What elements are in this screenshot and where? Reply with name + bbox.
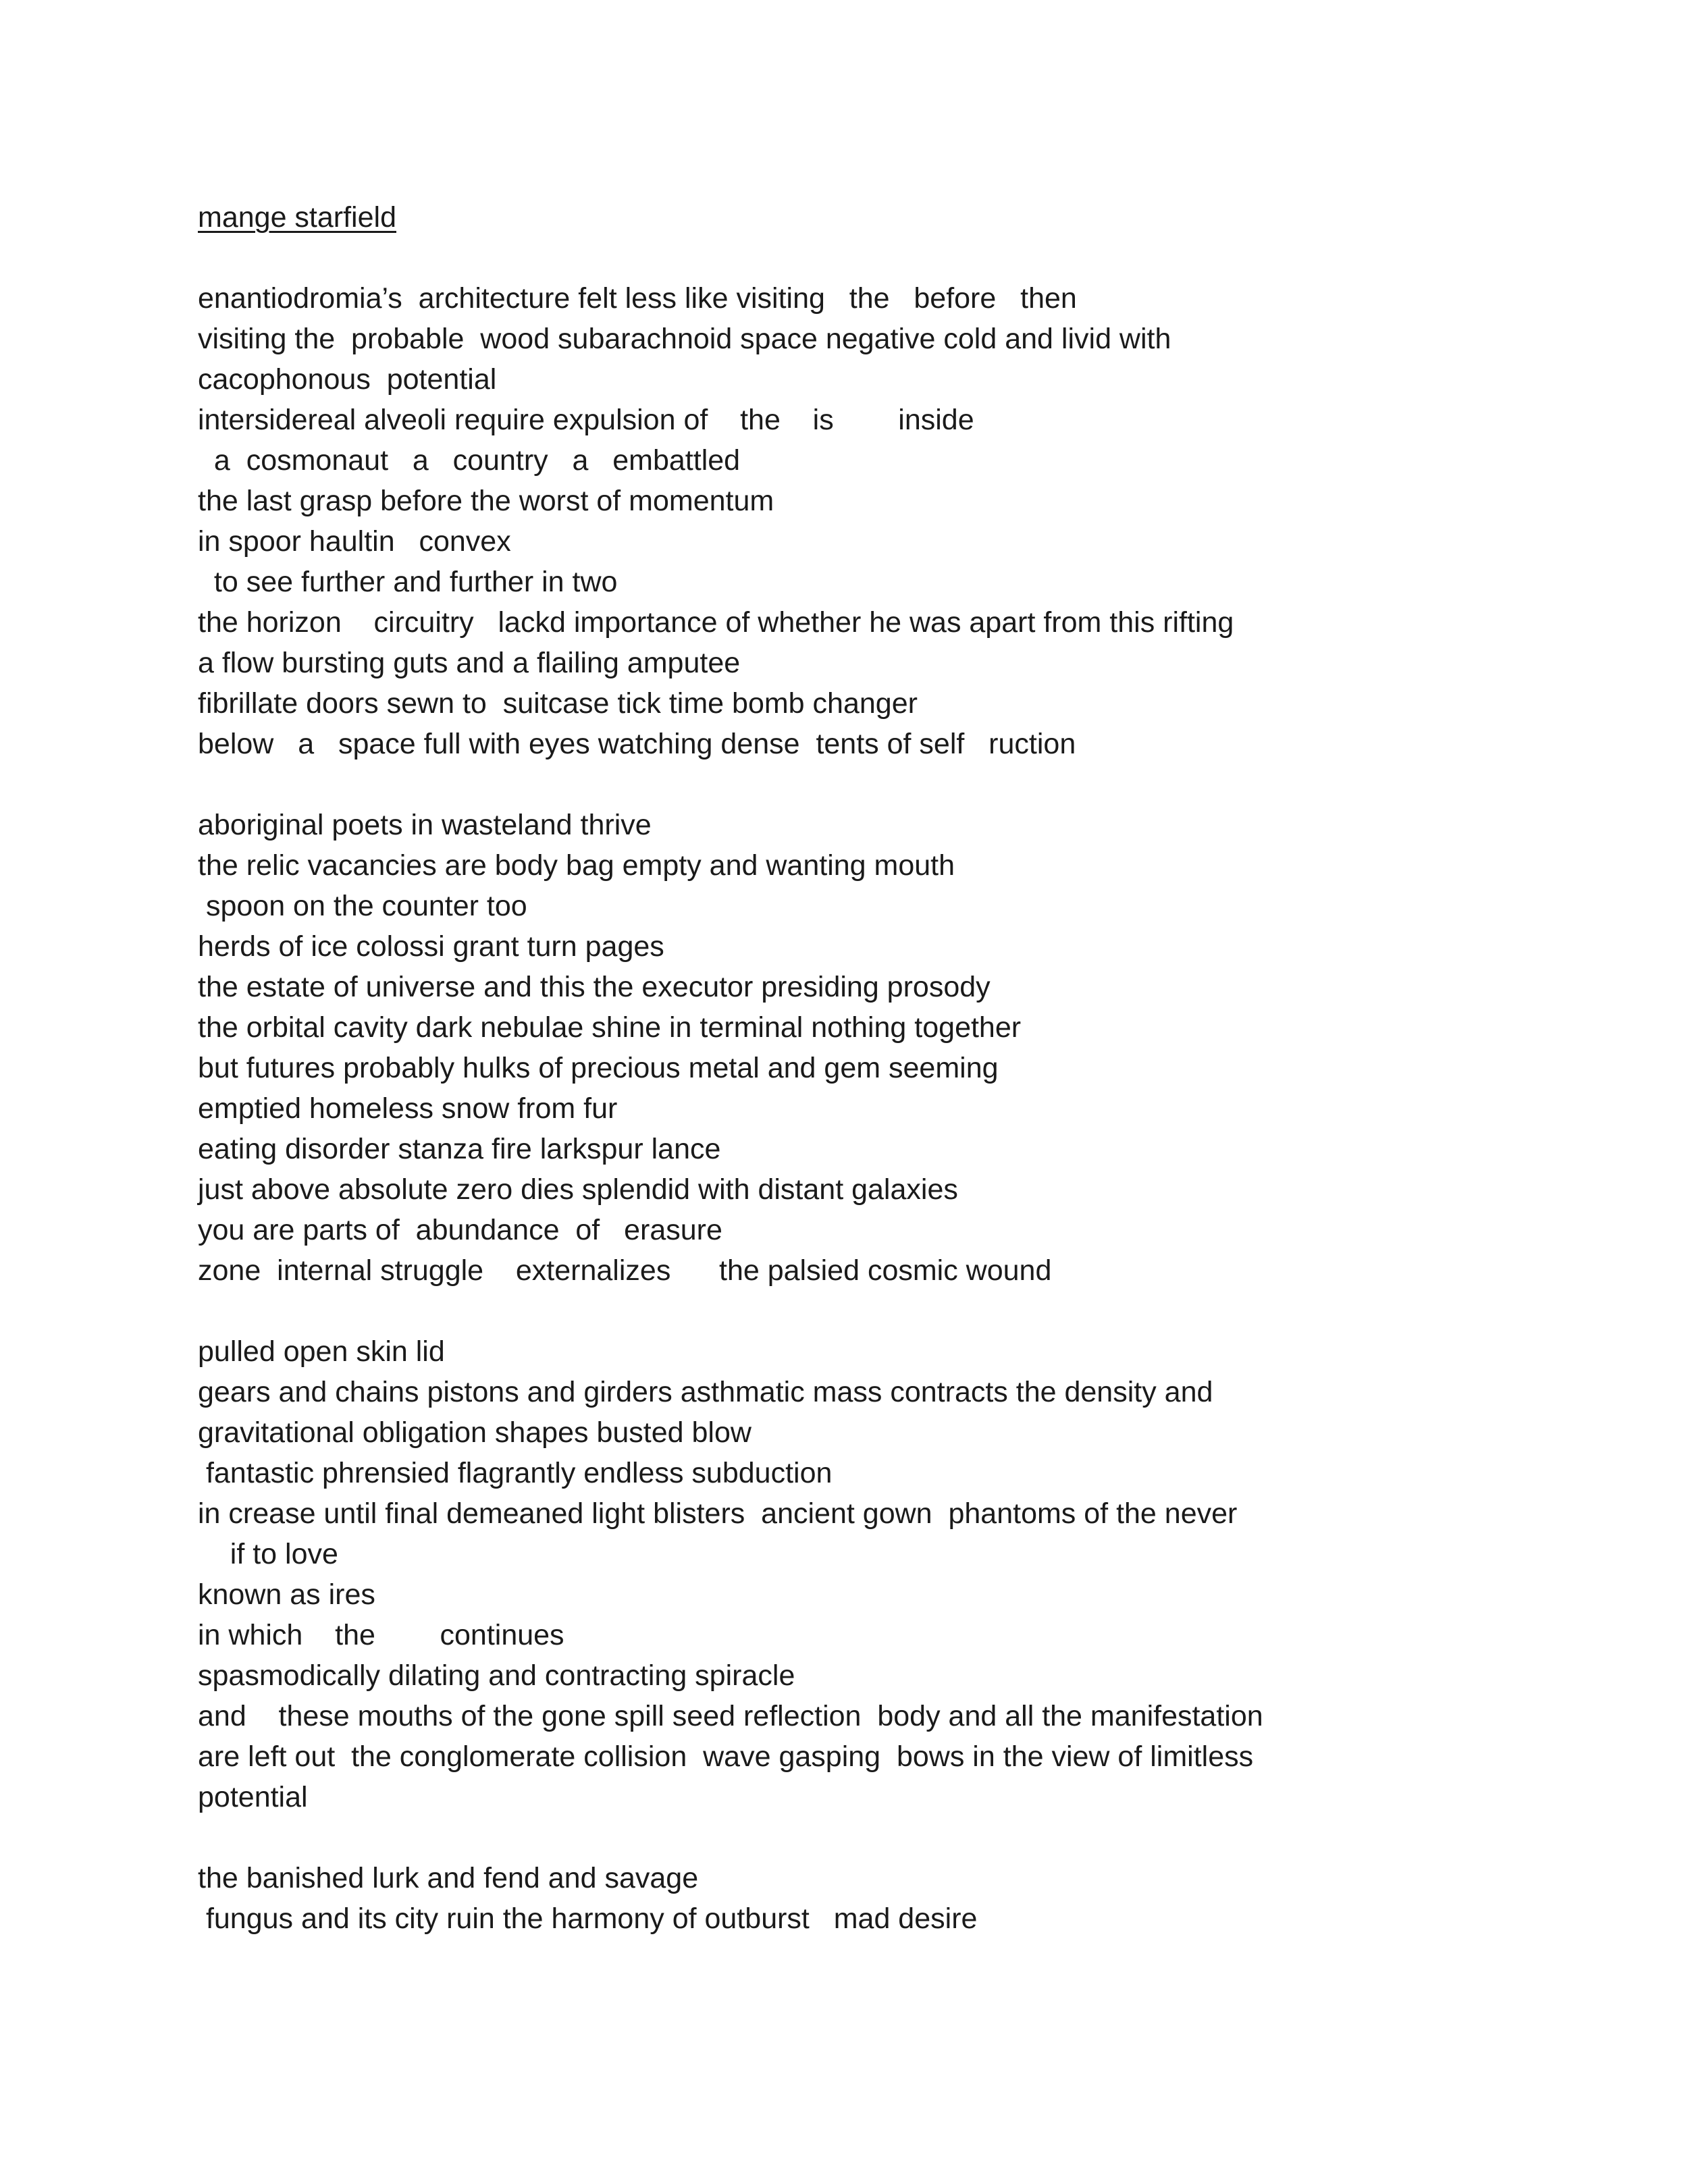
poem-line: fungus and its city ruin the harmony of outburst mad desire xyxy=(198,1902,978,1935)
poem-line: the banished lurk and fend and savage xyxy=(198,1862,699,1894)
poem-line: and these mouths of the gone spill seed reflection body and all the manifestation xyxy=(198,1700,1263,1732)
poem-line: fantastic phrensied flagrantly endless subduction xyxy=(198,1457,833,1489)
poem-line: a cosmonaut a country a embattled xyxy=(198,444,741,477)
poem-line: gears and chains pistons and girders asthmatic mass contracts the density and xyxy=(198,1376,1213,1408)
poem-line: in crease until final demeaned light blisters ancient gown phantoms of the never xyxy=(198,1497,1238,1530)
poem-line: in spoor haultin convex xyxy=(198,525,511,558)
blank-line xyxy=(198,1291,1548,1331)
poem-line: cacophonous potential xyxy=(198,363,497,396)
blank-line xyxy=(198,1817,1548,1858)
poem-line: if to love xyxy=(198,1538,338,1570)
blank-line xyxy=(198,238,1548,278)
poem-line: the relic vacancies are body bag empty and wanting mouth xyxy=(198,849,955,882)
poem-title: mange starfield xyxy=(198,201,396,234)
poem-line: known as ires xyxy=(198,1578,375,1611)
poem-line: pulled open skin lid xyxy=(198,1335,445,1368)
blank-line xyxy=(198,764,1548,805)
poem-line: potential xyxy=(198,1781,308,1813)
poem-line: emptied homeless snow from fur xyxy=(198,1092,618,1125)
poem-line: fibrillate doors sewn to suitcase tick time bomb changer xyxy=(198,687,918,720)
poem-line: you are parts of abundance of erasure xyxy=(198,1214,722,1246)
poem-line: aboriginal poets in wasteland thrive xyxy=(198,809,652,841)
poem-line: visiting the probable wood subarachnoid space negative cold and livid with xyxy=(198,323,1171,355)
poem-line: below a space full with eyes watching dense tents of self ruction xyxy=(198,728,1076,760)
poem-line: just above absolute zero dies splendid with distant galaxies xyxy=(198,1173,958,1206)
poem-body xyxy=(198,197,1548,1939)
poem-line: zone internal struggle externalizes the palsied cosmic wound xyxy=(198,1254,1052,1287)
poem-line: spasmodically dilating and contracting spiracle xyxy=(198,1659,795,1692)
poem-line: a flow bursting guts and a flailing amputee xyxy=(198,647,741,679)
poem-line: herds of ice colossi grant turn pages xyxy=(198,930,664,963)
poem-line: but futures probably hulks of precious metal and gem seeming xyxy=(198,1052,999,1084)
poem-line: to see further and further in two xyxy=(198,566,618,598)
poem-line: the horizon circuitry lackd importance of whether he was apart from this rifting xyxy=(198,606,1234,639)
poem-line: in which the continues xyxy=(198,1619,564,1651)
poem-line: spoon on the counter too xyxy=(198,890,527,922)
poem-line: the estate of universe and this the executor presiding prosody xyxy=(198,971,991,1003)
poem-line: are left out the conglomerate collision wave gasping bows in the view of limitless xyxy=(198,1740,1254,1773)
poem-line: enantiodromia’s architecture felt less like visiting the before then xyxy=(198,282,1077,315)
poem-line: intersidereal alveoli require expulsion of the is inside xyxy=(198,404,974,436)
poem-line: the orbital cavity dark nebulae shine in terminal nothing together xyxy=(198,1011,1022,1044)
poem-line: eating disorder stanza fire larkspur lance xyxy=(198,1133,721,1165)
poem-line: the last grasp before the worst of momentum xyxy=(198,485,774,517)
poem-line: gravitational obligation shapes busted blow xyxy=(198,1416,751,1449)
